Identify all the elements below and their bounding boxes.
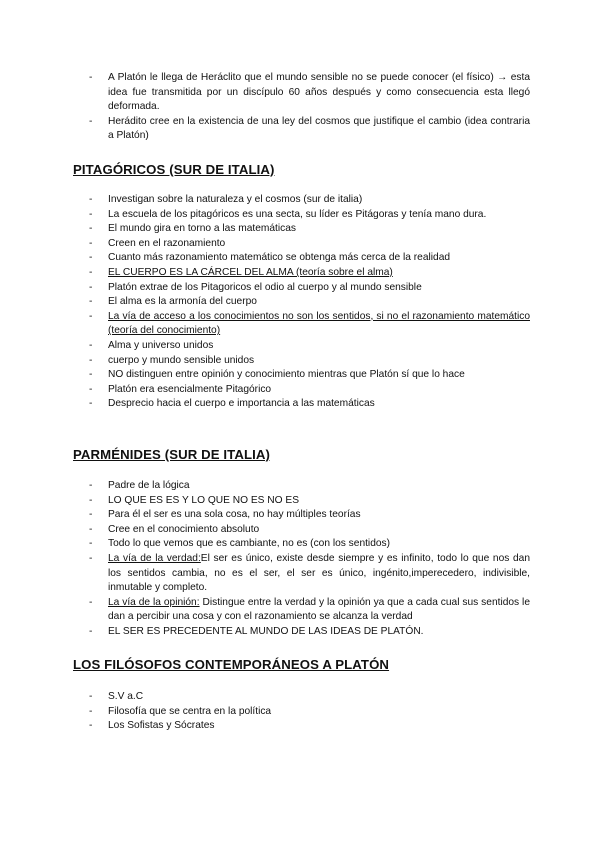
list-item: - Platón era esencialmente Pitagórico [89,383,272,395]
list-item: - Creen en el razonamiento [89,237,226,249]
list-item: - Investigan sobre la naturaleza y el cosmos (sur de italia) [89,194,363,205]
list-item: - EL CUERPO ES LA CÁRCEL DEL ALMA (teoría sobre el alma) [89,266,393,278]
list-item: - La vía de la opinión: Distingue entre la verdad y la opinión ya que a cada cual sus sentidos le dan a percibir una cosa y con el razonamiento se alcanza la verdad [89,596,530,623]
parmenides-list [0,479,600,640]
list-item: - cuerpo y mundo sensible unidos [89,354,255,366]
list-item: - El alma es la armonía del cuerpo [89,296,257,308]
list-item: - Desprecio hacia el cuerpo e importancia a las matemáticas [89,398,375,410]
list-item: - LO QUE ES ES Y LO QUE NO ES NO ES [89,494,299,506]
list-item: - El mundo gira en torno a las matemáticas [89,223,296,235]
section-heading-contemporaneos: LOS FILÓSOFOS CONTEMPORÁNEOS A PLATÓN [73,657,390,672]
list-item: - Para él el ser es una sola cosa, no hay múltiples teorías [89,509,361,521]
list-item: - La escuela de los pitagóricos es una secta, su líder es Pitágoras y tenía mano dura. [89,208,487,220]
list-item: - Padre de la lógica [89,480,190,491]
list-item: - Platón extrae de los Pitagoricos el odio al cuerpo y al mundo sensible [89,281,422,293]
list-item: - NO distinguen entre opinión y conocimiento mientras que Platón sí que lo hace [89,369,465,381]
list-item: - A Platón le llega de Heráclito que el mundo sensible no se puede conocer (el físico) → esta idea fue transmitida por un discípulo 60 años después y como consecuencia esta llegó deformada. [89,72,530,113]
list-item: - EL SER ES PRECEDENTE AL MUNDO DE LAS IDEAS DE PLATÓN. [89,625,424,637]
list-item: - Cuanto más razonamiento matemático se obtenga más cerca de la realidad [89,252,451,264]
list-item: - La vía de la verdad:El ser es único, existe desde siempre y es infinito, todo lo que nos dan los sentidos cambia, no es el ser, el ser es único, ingénito,imperecedero, indivisible, inmutable y completo. [89,552,530,594]
contemporaneos-list [0,690,341,734]
pitagoricos-list [0,193,600,412]
intro-list [0,71,600,144]
list-item: - Los Sofistas y Sócrates [89,720,215,732]
list-item: - Cree en el conocimiento absoluto [89,523,260,535]
list-item: - La vía de acceso a los conocimientos no son los sentidos, si no el razonamiento matemático (teoría del conocimiento) [89,310,530,337]
via-opinion-label: La vía de la opinión: [108,596,200,608]
via-verdad-label: La vía de la verdad: [108,552,201,564]
list-item: - Filosofía que se centra en la política [89,705,272,717]
list-item: - S.V a.C [89,691,144,702]
list-item: - Todo lo que vemos que es cambiante, no es (con los sentidos) [89,538,391,550]
list-item: - Alma y universo unidos [89,339,214,351]
section-heading-parmenides: PARMÉNIDES (SUR DE ITALIA) [73,447,270,462]
section-heading-pitagoricos: PITAGÓRICOS (SUR DE ITALIA) [73,162,275,177]
list-item: - Herádito cree en la existencia de una ley del cosmos que justifique el cambio (idea contraria a Platón) [89,115,530,142]
